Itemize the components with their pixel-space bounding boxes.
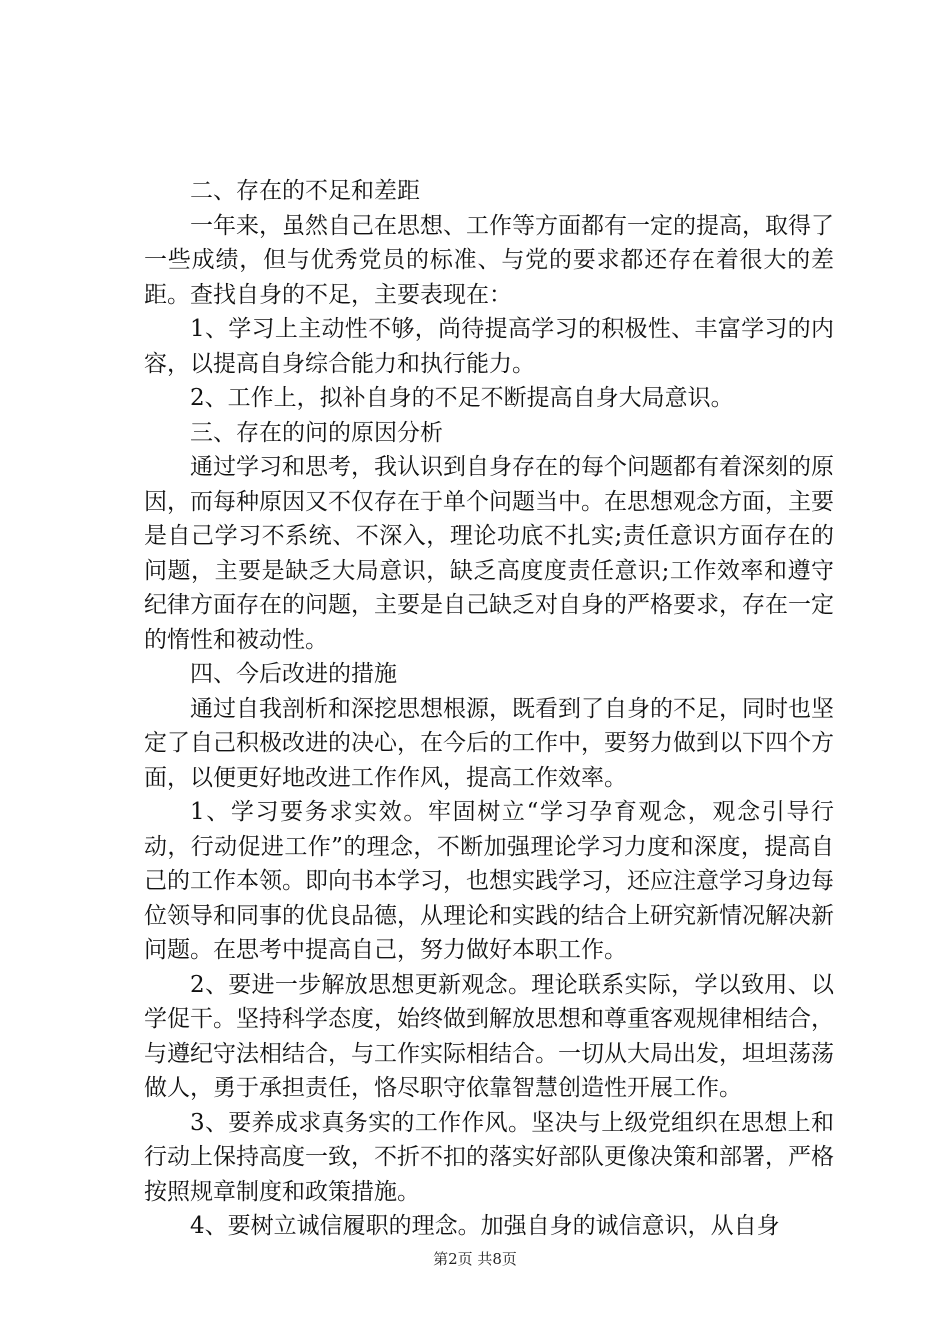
section-heading-causes: 三、存在的问的原因分析 — [190, 419, 443, 446]
list-item: 1、学习要务求实效。牢固树立“学习孕育观念，观念引导行动，行动促进工作”的理念，不断加强理论学习力度和深度，提高自己的工作本领。即向书本学习，也想实践学习，还应注意学习身边每位领导和同事的优良品德，从理论和实践的结合上研究新情况解决新问题。在思考中提高自己，努力做好本职工作。 — [144, 799, 834, 963]
list-item: 2、工作上，拟补自身的不足不断提高自身大局意识。 — [190, 385, 734, 411]
page-number-footer: 第2页 共8页 — [433, 1250, 517, 1268]
paragraph: 一年来，虽然自己在思想、工作等方面都有一定的提高，取得了一些成绩，但与优秀党员的标准、与党的要求都还存在着很大的差距。查找自身的不足，主要表现在： — [144, 212, 834, 308]
section-heading-measures: 四、今后改进的措施 — [190, 661, 397, 687]
document-body — [144, 174, 834, 1244]
list-item: 3、要养成求真务实的工作作风。坚决与上级党组织在思想上和行动上保持高度一致，不折不扣的落实好部队更像决策和部署，严格按照规章制度和政策措施。 — [144, 1109, 834, 1205]
paragraph: 通过学习和思考，我认识到自身存在的每个问题都有着深刻的原因，而每种原因又不仅存在于单个问题当中。在思想观念方面，主要是自己学习不系统、不深入，理论功底不扎实;责任意识方面存在的问题，主要是缺乏大局意识，缺乏高度度责任意识;工作效率和遵守纪律方面存在的问题，主要是自己缺乏对自身的严格要求，存在一定的惰性和被动性。 — [144, 454, 834, 653]
list-item: 2、要进一步解放思想更新观念。理论联系实际，学以致用、以学促干。坚持科学态度，始终做到解放思想和尊重客观规律相结合，与遵纪守法相结合，与工作实际相结合。一切从大局出发，坦坦荡荡做人，勇于承担责任，恪尽职守依靠智慧创造性开展工作。 — [144, 971, 834, 1101]
section-heading-shortcomings: 二、存在的不足和差距 — [190, 178, 420, 204]
paragraph: 通过自我剖析和深挖思想根源，既看到了自身的不足，同时也坚定了自己积极改进的决心，在今后的工作中，要努力做到以下四个方面，以便更好地改进工作作风，提高工作效率。 — [144, 695, 834, 791]
list-item: 1、学习上主动性不够，尚待提高学习的积极性、丰富学习的内容，以提高自身综合能力和执行能力。 — [144, 316, 834, 377]
list-item: 4、要树立诚信履职的理念。加强自身的诚信意识，从自身 — [190, 1213, 780, 1239]
